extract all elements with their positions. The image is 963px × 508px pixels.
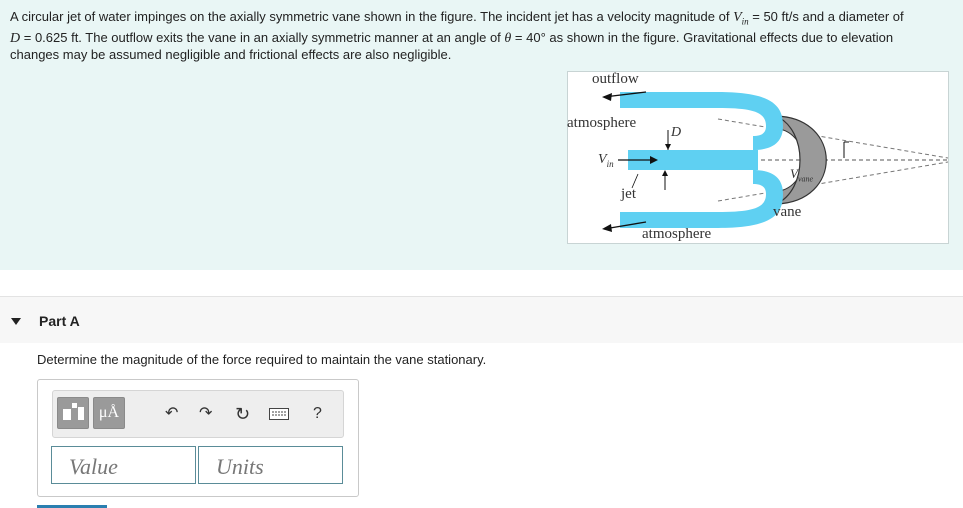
- upper-outflow-jet: [620, 92, 783, 150]
- problem-text-line3: changes may be assumed negligible and frictional effects are also negligible.: [10, 46, 452, 62]
- units-input[interactable]: Units: [198, 446, 343, 484]
- vin-label-v: V: [598, 152, 607, 167]
- part-a-header[interactable]: [0, 296, 963, 343]
- part-title: Part A: [39, 313, 80, 329]
- templates-button[interactable]: [57, 397, 89, 429]
- help-icon[interactable]: ?: [313, 405, 322, 422]
- vvane-label-sub: vane: [797, 174, 814, 184]
- jet-label: jet: [621, 186, 636, 202]
- vvane-label: [790, 166, 813, 184]
- keyboard-icon[interactable]: [269, 407, 289, 425]
- vin-subscript: in: [741, 16, 749, 27]
- d-value: = 0.625 ft. The outflow exits the vane in an axially symmetric manner at an angle of: [20, 29, 505, 45]
- problem-text: [10, 9, 950, 63]
- theta-value: = 40° as shown in the figure. Gravitational effects due to elevation: [511, 29, 894, 45]
- units-button[interactable]: μÅ: [93, 397, 125, 429]
- vane-diagram: [568, 72, 948, 243]
- vin-symbol: V: [733, 10, 742, 25]
- lower-outflow-jet: [620, 170, 783, 228]
- undo-icon[interactable]: ↶: [165, 405, 179, 422]
- vane-label: vane: [773, 204, 802, 220]
- outflow-label: outflow: [592, 71, 639, 87]
- vane-figure: [567, 71, 949, 244]
- value-input[interactable]: Value: [51, 446, 196, 484]
- vin-label-sub: in: [606, 158, 614, 169]
- answer-box: [37, 379, 359, 497]
- reset-icon[interactable]: ↻: [235, 404, 251, 424]
- collapse-arrow-icon[interactable]: [11, 318, 21, 325]
- d-label: D: [671, 125, 682, 140]
- vin-value: = 50 ft/s and a diameter of: [748, 9, 904, 24]
- redo-icon[interactable]: ↷: [199, 405, 213, 422]
- question-text: Determine the magnitude of the force required to maintain the vane stationary.: [37, 352, 487, 367]
- d-symbol: D: [10, 30, 21, 46]
- vvane-label-v: V: [790, 166, 798, 181]
- atmosphere-top-label: atmosphere: [567, 115, 637, 131]
- atmosphere-bottom-label: atmosphere: [642, 226, 712, 242]
- templates-icon: [58, 398, 88, 428]
- problem-text-part: A circular jet of water impinges on the axially symmetric vane shown in the figure. The incident jet has a velocity magnitude of: [10, 9, 734, 24]
- vin-label: [598, 152, 614, 169]
- math-toolbar: [52, 390, 344, 438]
- theta-symbol: θ: [504, 30, 512, 46]
